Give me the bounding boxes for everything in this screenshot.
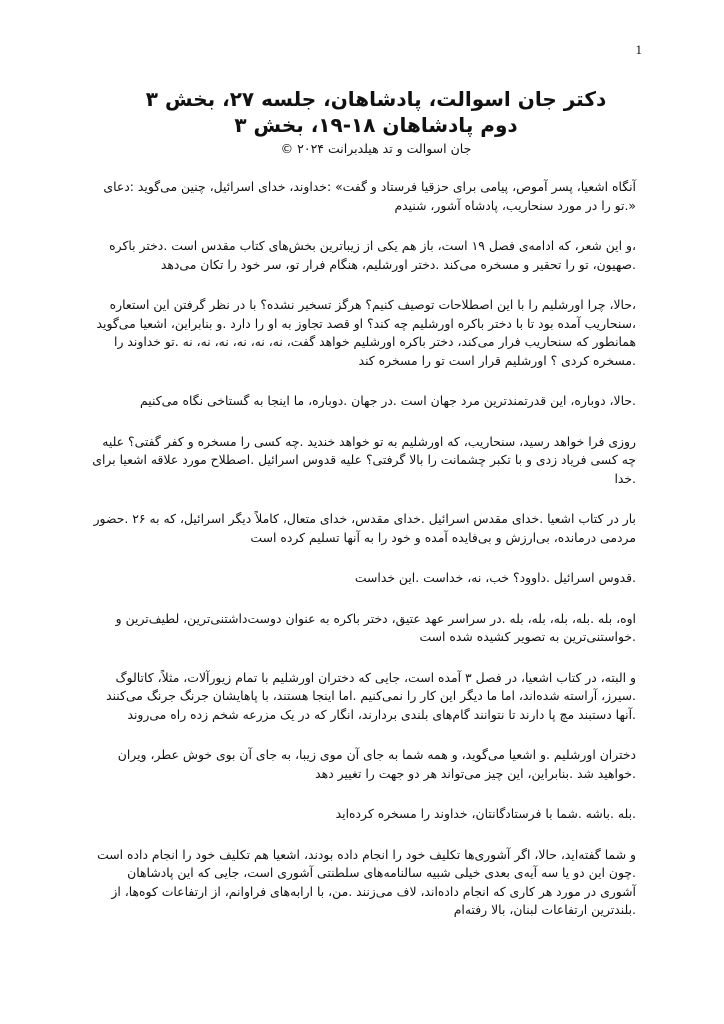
paragraph: .بله .باشه .شما با فرستادگانتان، خداوند را مسخره کرده‌اید (335, 806, 636, 821)
paragraph: دختران اورشلیم .و اشعیا می‌گوید، و همه شما به جای آن موی زیبا، به جای آن بوی خوش عطر، ویران .خواهید شد .بنابراین، این چیز می‌تواند هر دو جهت را تغییر دهد (117, 747, 636, 781)
paragraph: بار در کتاب اشعیا .خدای مقدس اسرائیل .خدای مقدس، خدای متعال، کاملاً دیگر اسرائیل، که به ۲۶ .حضور مردمی درمانده، بی‌ارزش و بی‌فایده آمده و خود را به آنها تسلیم کرده است (93, 511, 636, 545)
copyright-line: جان اسوالت و تد هیلدبرانت ۲۰۲۴ © (280, 141, 472, 156)
paragraph: و البته، در کتاب اشعیا، در فصل ۳ آمده است، جایی که دختران اورشلیم با تمام زیورآلات، مثلاً، کاتالوگ .سیرز، آراسته شده‌اند، اما ما دیگر این کار را نمی‌کنیم .اما اینجا هستند، با پاهایشان جرنگ جرنگ می‌کنند .آنها دستبند مچ پا دارند تا نتوانند گام‌های بلندی بردارند، انگار که در یک مزرعه شخم زده راه می‌روند (106, 669, 636, 722)
paragraph: روزی فرا خواهد رسید، سنحاریب، که اورشلیم به تو خواهد خندید .چه کسی را مسخره و کفر گفتی؟ علیه چه کسی فریاد زدی و با تکبر چشمانت را بالا گرفتی؟ علیه قدوس اسرائیل .اصطلاح مورد علاقه اشعیا برای .خدا (92, 433, 636, 486)
paragraph: آنگاه اشعیا، پسر آموص، پیامی برای حزقیا فرستاد و گفت» :خداوند، خدای اسرائیل، چنین می‌گوید :دعای «.تو را در مورد سنحاریب، پادشاه آشور، شنیدم (103, 179, 636, 213)
title-line-2: دوم پادشاهان ۱۸-۱۹، بخش ۳ (234, 113, 518, 137)
paragraph: اوه، بله .بله، بله، بله، بله .در سراسر عهد عتیق، دختر باکره به عنوان دوست‌داشتنی‌ترین، لطیف‌ترین و .خواستنی‌ترین به تصویر کشیده شده است (115, 610, 636, 644)
title-line-1: دکتر جان اسوالت، پادشاهان، جلسه ۲۷، بخش ۳ (145, 87, 607, 111)
paragraph: .قدوس اسرائیل .داوود؟ خب، نه، خداست .این خداست (354, 570, 636, 585)
paragraph: ،حالا، چرا اورشلیم را با این اصطلاحات توصیف کنیم؟ هرگز تسخیر نشده؟ با در نظر گرفتن این استعاره ،سنحاریب آمده بود تا با دختر باکره اورشلیم چه کند؟ او قصد تجاوز به او را دارد .و بنابراین، اشعیا می‌گوید همانطور که سنحاریب فرار می‌کند، دختر باکره اورشلیم خواهد گفت، نه، نه، نه، نه، نه، نه .تو خداوند را .مسخره کردی ؟ اورشلیم قرار است تو را مسخره کند (96, 297, 636, 368)
paragraph: و شما گفته‌اید، حالا، اگر آشوری‌ها تکلیف خود را انجام داده بودند، اشعیا هم تکلیف خود را انجام داده است .چون این دو یا سه آیه‌ی بعدی خیلی شبیه سالنامه‌های سلطنتی آشوری است، جایی که این پادشاهان آشوری در مورد هر کاری که انجام داده‌اند، لاف می‌زنند .من، با ارابه‌های فراوانم، از ارتفاعات کوه‌ها، از .بلندترین ارتفاعات لبنان، بالا رفته‌ام (97, 846, 636, 917)
paragraph: ،و این شعر، که ادامه‌ی فصل ۱۹ است، باز هم یکی از زیباترین بخش‌های کتاب مقدس است .دختر باکره .صهیون، تو را تحقیر و مسخره می‌کند .دختر اورشلیم، هنگام فرار تو، سر خود را تکان می‌دهد (109, 238, 636, 272)
page-number: 1 (635, 42, 642, 57)
paragraph: .حالا، دوباره، این قدرتمندترین مرد جهان است .در جهان .دوباره، ما اینجا به گستاخی نگاه می‌کنیم (139, 393, 636, 408)
document-header (96, 86, 656, 159)
document-body (88, 178, 636, 942)
